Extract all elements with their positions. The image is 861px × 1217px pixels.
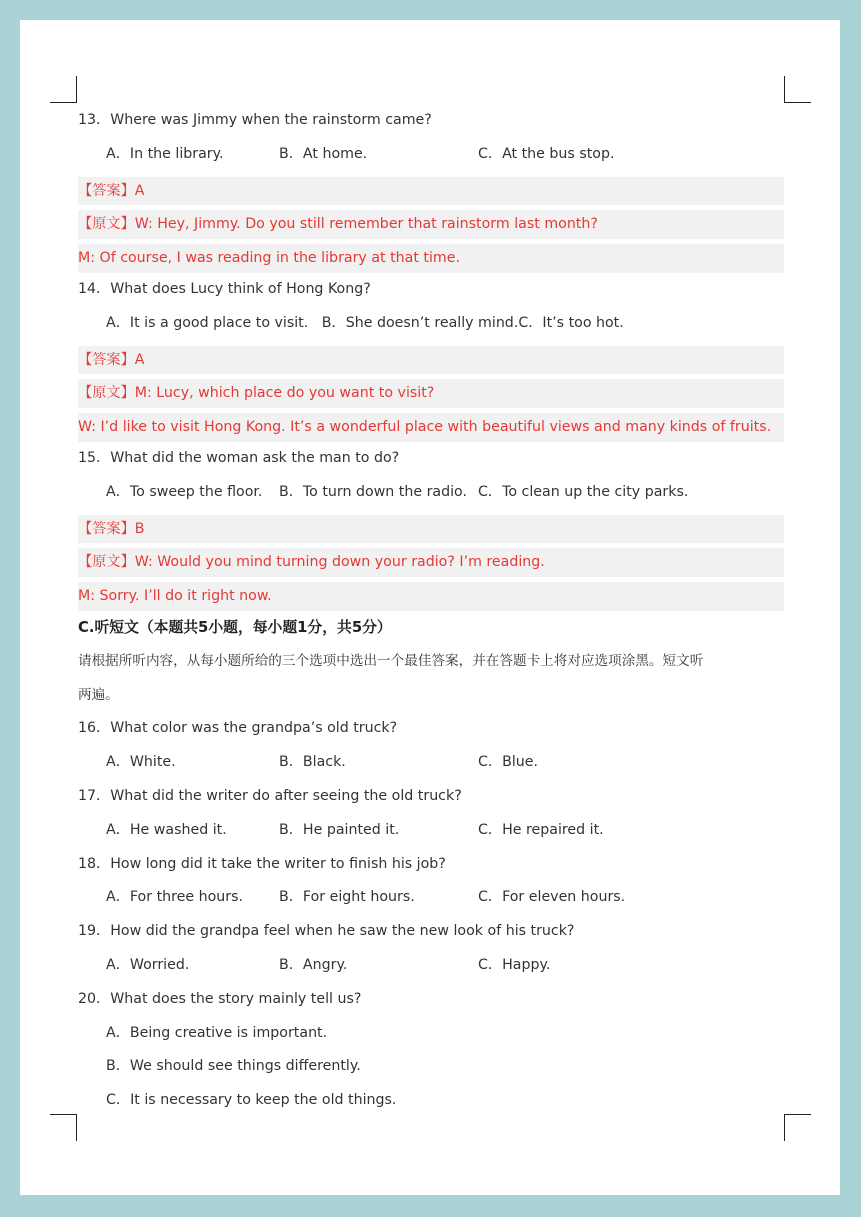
question-20: 20．What does the story mainly tell us? [78, 990, 362, 1007]
option-13-b: B．At home. [279, 145, 368, 162]
option-19-c: C．Happy. [478, 956, 551, 973]
option-16-a: A．White. [106, 754, 176, 771]
crop-mark-top-left [50, 76, 77, 103]
transcript-13-line-2: M: Of course, I was reading in the library at that time. [78, 239, 784, 273]
option-20-c-text: C．It is necessary to keep the old things. [106, 1092, 397, 1109]
option-20-a [78, 1017, 784, 1051]
answer-15: 【答案】B [78, 510, 784, 544]
options-17 [78, 814, 784, 848]
option-18-c: C．For eleven hours. [478, 889, 626, 906]
question-19: 19．How did the grandpa feel when he saw the new look of his truck? [78, 923, 575, 940]
option-20-a-text: A．Being creative is important. [106, 1024, 328, 1041]
option-13-a: A．In the library. [106, 145, 224, 162]
option-20-c [78, 1084, 784, 1118]
transcript-15-line-2: M: Sorry. I’ll do it right now. [78, 577, 784, 611]
option-17-b: B．He painted it. [279, 821, 400, 838]
transcript-14-line-1: 【原文】M: Lucy, which place do you want to visit? [78, 374, 784, 408]
option-18-a: A．For three hours. [106, 889, 244, 906]
option-20-b-text: B．We should see things differently. [106, 1058, 361, 1075]
answer-14: 【答案】A [78, 341, 784, 375]
option-15-c: C．To clean up the city parks. [478, 483, 689, 500]
document-content [78, 104, 784, 1118]
option-16-c: C．Blue. [478, 754, 538, 771]
option-15-a: A．To sweep the floor. [106, 483, 263, 500]
options-16 [78, 746, 784, 780]
options-19 [78, 949, 784, 983]
section-c-instructions-1: 请根据所听内容，从每小题所给的三个选项中选出一个最佳答案，并在答题卡上将对应选项涂黑。短文听 [78, 652, 704, 669]
options-14 [78, 307, 784, 341]
option-18-b: B．For eight hours. [279, 889, 415, 906]
question-14: 14．What does Lucy think of Hong Kong? [78, 280, 371, 297]
option-15-b: B．To turn down the radio. [279, 483, 468, 500]
crop-mark-bottom-left [50, 1114, 77, 1141]
options-18 [78, 881, 784, 915]
option-17-a: A．He washed it. [106, 821, 227, 838]
crop-mark-bottom-right [784, 1114, 811, 1141]
options-13 [78, 138, 784, 172]
option-19-a: A．Worried. [106, 956, 190, 973]
question-18: 18．How long did it take the writer to finish his job? [78, 855, 446, 872]
option-19-b: B．Angry. [279, 956, 348, 973]
question-13: 13．Where was Jimmy when the rainstorm came? [78, 112, 432, 128]
section-c-instructions-2: 两遍。 [78, 686, 119, 703]
question-15: 15．What did the woman ask the man to do? [78, 449, 400, 466]
option-16-b: B．Black. [279, 754, 346, 771]
crop-mark-top-right [784, 76, 811, 103]
option-20-b [78, 1050, 784, 1084]
question-16: 16．What color was the grandpa’s old truck? [78, 720, 398, 737]
question-17: 17．What did the writer do after seeing the old truck? [78, 787, 462, 804]
transcript-13-line-1: 【原文】W: Hey, Jimmy. Do you still remember that rainstorm last month? [78, 205, 784, 239]
section-c-title: C.听短文（本题共5小题，每小题1分，共5分） [78, 618, 392, 636]
answer-13: 【答案】A [78, 172, 784, 206]
options-14-text: A．It is a good place to visit. B．She doesn’t really mind.C．It’s too hot. [106, 314, 624, 331]
option-17-c: C．He repaired it. [478, 821, 604, 838]
transcript-15-line-1: 【原文】W: Would you mind turning down your radio? I’m reading. [78, 543, 784, 577]
transcript-14-line-2: W: I’d like to visit Hong Kong. It’s a wonderful place with beautiful views and many kinds of fruits. [78, 408, 784, 442]
options-15 [78, 476, 784, 510]
option-13-c: C．At the bus stop. [478, 145, 615, 162]
